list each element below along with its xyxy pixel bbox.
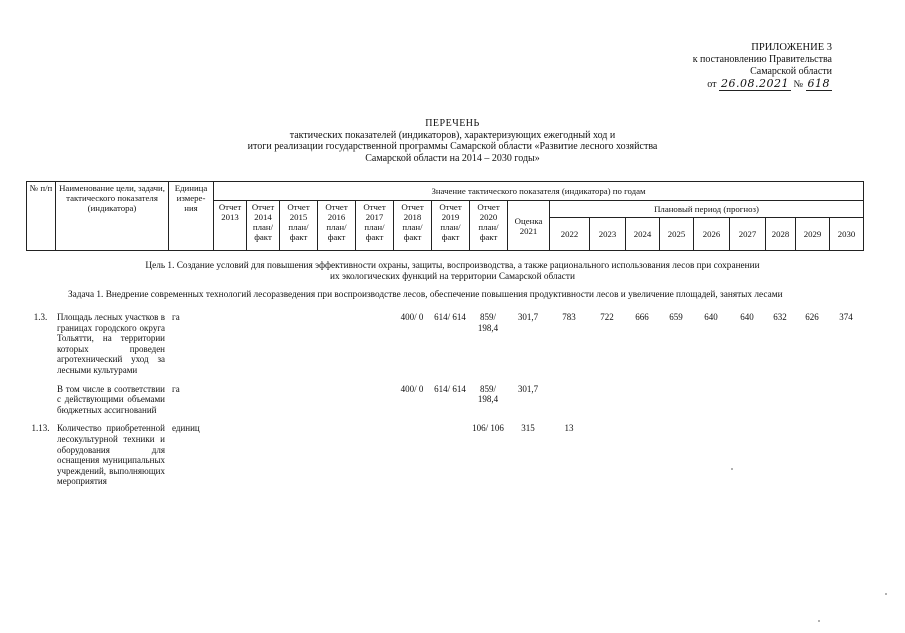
- cell-2018: 400/ 0: [400, 383, 424, 394]
- cell-2020: 106/ 106: [472, 423, 504, 434]
- header-2027: 2027: [730, 218, 766, 251]
- header-2013: Отчет 2013: [214, 201, 247, 251]
- goal-heading: [0, 261, 905, 283]
- header-2016: Отчет 2016 план/ факт: [318, 201, 356, 251]
- cell-2018: 400/ 0: [400, 312, 424, 322]
- cell-2027: 640: [740, 312, 754, 322]
- header-2030: 2030: [830, 218, 864, 251]
- scan-speck: [731, 468, 733, 470]
- cell-2026: 640: [704, 312, 718, 322]
- cell-2022: 13: [564, 423, 574, 434]
- header-2024: 2024: [626, 218, 660, 251]
- document-title: [0, 118, 905, 164]
- header-2015: Отчет 2015 план/ факт: [280, 201, 318, 251]
- row-name: Количество приобретенной лесокультурной техники и оборудования для оснащения муниципальных учреждений, выполняющих мероприятия: [57, 423, 165, 487]
- task-heading: Задача 1. Внедрение современных технологий лесоразведения при воспроизводстве лесов, обеспечение повышения продуктивности лесов и увеличение площадей, занятых лесами: [68, 290, 783, 300]
- appendix-stamp: [693, 42, 832, 91]
- cell-2021: 301,7: [517, 383, 539, 394]
- cell-2020: 859/ 198,4: [477, 383, 499, 405]
- header-2029: 2029: [796, 218, 830, 251]
- cell-2024: 666: [635, 312, 649, 322]
- number-prefix: №: [793, 79, 803, 90]
- appendix-date-line: [693, 78, 832, 91]
- cell-2020: 859/ 198,4: [477, 312, 499, 333]
- row-num: 1.13.: [31, 423, 50, 434]
- cell-2019: 614/ 614: [434, 312, 466, 322]
- row-num: [26, 384, 55, 416]
- title-line-4: Самарской области на 2014 – 2030 годы»: [365, 152, 540, 164]
- header-2021-estimate: Оценка 2021: [508, 201, 550, 251]
- header-name: Наименование цели, задачи, тактического показателя (индикатора): [56, 182, 169, 251]
- header-2023: 2023: [590, 218, 626, 251]
- cell-2028: 632: [773, 312, 787, 322]
- cell-2025: 659: [669, 312, 683, 322]
- appendix-title: ПРИЛОЖЕНИЕ 3: [751, 42, 832, 53]
- table-row: [26, 312, 863, 376]
- cell-2029: 626: [805, 312, 819, 322]
- table-row: [26, 423, 863, 487]
- row-num: 1.3.: [33, 312, 48, 322]
- header-2020: Отчет 2020 план/ факт: [470, 201, 508, 251]
- row-name: Площадь лесных участков в границах городского округа Тольятти, на территории которых проведен агротехнический уход за лесными культурами: [57, 312, 165, 375]
- header-2017: Отчет 2017 план/ факт: [356, 201, 394, 251]
- handwritten-date: 26.08.2021: [720, 77, 789, 90]
- handwritten-number: 618: [807, 77, 830, 90]
- goal-line-2: их экологических функций на территории Самарской области: [330, 272, 575, 282]
- header-2018: Отчет 2018 план/ факт: [394, 201, 432, 251]
- scan-speck: [818, 620, 820, 622]
- row-unit: га: [172, 383, 180, 394]
- header-num: № п/п: [27, 182, 56, 251]
- row-unit: га: [172, 312, 180, 322]
- date-prefix: от: [707, 79, 717, 90]
- title-line-2: тактических показателей (индикаторов), характеризующих ежегодный ход и: [289, 129, 616, 141]
- table-row: [26, 384, 863, 416]
- scan-speck: [885, 593, 887, 595]
- row-unit: единиц: [172, 423, 200, 434]
- title-heading: ПЕРЕЧЕНЬ: [425, 118, 480, 129]
- header-2026: 2026: [694, 218, 730, 251]
- indicator-table-body: [26, 312, 863, 487]
- header-2019: Отчет 2019 план/ факт: [432, 201, 470, 251]
- cell-2021: 315: [521, 423, 535, 434]
- indicator-table-header: [26, 181, 864, 251]
- header-value-group: Значение тактического показателя (индикатора) по годам: [214, 182, 864, 201]
- header-unit: Единица измере- ния: [169, 182, 214, 251]
- header-2025: 2025: [660, 218, 694, 251]
- cell-2030: 374: [839, 312, 853, 322]
- header-2028: 2028: [766, 218, 796, 251]
- cell-2022: 783: [562, 312, 576, 322]
- cell-2021: 301,7: [517, 312, 539, 322]
- header-2022: 2022: [550, 218, 590, 251]
- header-plan-period: Плановый период (прогноз): [550, 201, 864, 218]
- row-name: В том числе в соответствии с действующими объемами бюджетных ассигнований: [57, 383, 165, 415]
- cell-2023: 722: [600, 312, 614, 322]
- header-2014: Отчет 2014 план/ факт: [247, 201, 280, 251]
- goal-line-1: Цель 1. Создание условий для повышения эффективности охраны, защиты, воспроизводства, а также рационального использования лесов при сохранении: [145, 261, 760, 271]
- cell-2019: 614/ 614: [434, 383, 466, 394]
- appendix-resolution: к постановлению Правительства: [692, 54, 832, 65]
- appendix-region: Самарской области: [750, 66, 832, 77]
- title-line-3: итоги реализации государственной программы Самарской области «Развитие лесного хозяйства: [247, 141, 658, 152]
